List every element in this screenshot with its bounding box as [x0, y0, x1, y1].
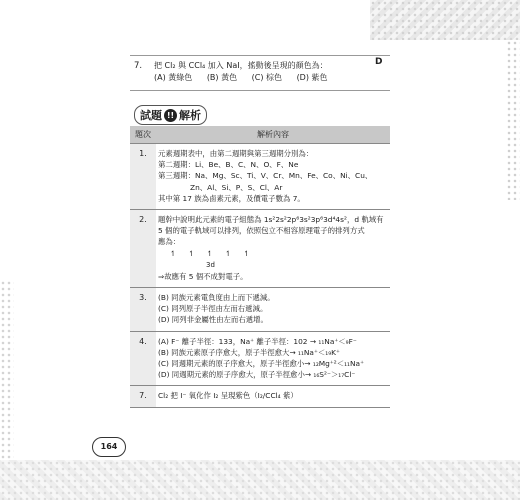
row-number: 1. — [130, 144, 156, 210]
text-line: (B) 同族元素電負度由上而下遞減。 — [158, 293, 275, 303]
row-content — [156, 288, 390, 332]
question-number: 7. — [134, 61, 143, 71]
column-header-content: 解析內容 — [156, 126, 390, 144]
row-content — [156, 331, 390, 386]
table-row — [130, 144, 390, 210]
orbital-arrow-icon: ↿ — [188, 248, 195, 258]
decorative-pattern-bottom — [0, 460, 520, 500]
text-line: 其中第 17 族為鹵素元素，及價電子數為 7。 — [158, 193, 305, 203]
analysis-heading-badge — [134, 105, 207, 125]
table-row — [130, 331, 390, 386]
exclamation-icon: !! — [164, 109, 177, 122]
analysis-header-row — [130, 126, 390, 144]
decorative-pattern-left — [0, 280, 14, 460]
question-text: 把 Cl₂ 與 CCl₄ 加入 NaI，搖動後呈現的顏色為： — [154, 61, 328, 70]
option-b: (B) 黃色 — [206, 73, 238, 82]
text-line: Cl₂ 把 I⁻ 氧化作 I₂ 呈現紫色（I₂/CCl₄ 紫） — [158, 391, 298, 401]
page-number: 164 — [92, 437, 126, 457]
option-c: (C) 棕色 — [251, 73, 283, 82]
row-content — [156, 210, 390, 288]
table-row — [130, 288, 390, 332]
orbital-arrow-icon: ↿ — [224, 248, 232, 258]
decorative-pattern-top-right — [370, 0, 520, 40]
option-a: (A) 黃綠色 — [154, 73, 193, 82]
text-line: 元素週期表中，由第二週期與第三週期分別為： — [158, 149, 314, 158]
analysis-heading-right: 解析 — [179, 109, 201, 122]
row-number: 4. — [130, 331, 156, 386]
row-content — [156, 386, 390, 407]
text-line: (A) F⁻ 離子半徑：133，Na⁺ 離子半徑：102 → ₁₁Na⁺＜₉F⁻ — [158, 336, 357, 346]
analysis-table — [130, 126, 390, 408]
row-number: 7. — [130, 386, 156, 407]
orbital-diagram — [166, 248, 388, 260]
row-number: 3. — [130, 288, 156, 332]
orbital-label: 3d — [206, 260, 215, 269]
text-line: 題幹中說明此元素的電子組態為 1s²2s²2p⁶3s²3p⁶3d⁴4s²，d 軌域有 — [158, 215, 384, 225]
question-block — [130, 55, 390, 91]
question-answer: D — [375, 57, 383, 67]
decorative-pattern-right — [506, 40, 520, 200]
text-line: (B) 同族元素原子序愈大，原子半徑愈大→ ₁₁Na⁺＜₁₉K⁺ — [158, 347, 340, 357]
table-row — [130, 386, 390, 407]
column-header-number: 題次 — [130, 126, 156, 144]
option-d: (D) 紫色 — [296, 73, 328, 82]
row-number: 2. — [130, 210, 156, 288]
text-line: (D) 同週期元素的原子序愈大，原子半徑愈小→ ₁₆S²⁻＞₁₇Cl⁻ — [158, 370, 356, 380]
text-line: (D) 同列非金屬性由左而右遞增。 — [158, 315, 268, 325]
analysis-heading — [134, 105, 207, 125]
orbital-arrow-icon: ↿ — [206, 248, 213, 258]
text-line: 應為： — [158, 237, 181, 247]
text-line: ⇒故應有 5 個不成對電子。 — [158, 271, 248, 281]
analysis-heading-left: 試題 — [140, 109, 162, 122]
text-line: 5 個的電子軌域可以排列，依照包立不相容原理電子的排列方式 — [158, 226, 365, 236]
text-line: Zn、Al、Si、P、S、Cl、Ar — [190, 182, 283, 192]
text-line: 第三週期：Na、Mg、Sc、Ti、V、Cr、Mn、Fe、Co、Ni、Cu、 — [158, 171, 373, 181]
orbital-arrow-icon: ↿ — [169, 248, 177, 258]
text-line: (C) 同列原子半徑由左而右遞減。 — [158, 304, 268, 314]
table-row — [130, 210, 390, 288]
text-line: 第二週期：Li、Be、B、C、N、O、F、Ne — [158, 160, 299, 170]
row-content — [156, 144, 390, 210]
orbital-arrow-icon: ↿ — [243, 248, 250, 258]
question-options — [154, 72, 390, 84]
text-line: (C) 同週期元素的原子序愈大，原子半徑愈小→ ₁₂Mg⁺²＜₁₁Na⁺ — [158, 359, 364, 369]
